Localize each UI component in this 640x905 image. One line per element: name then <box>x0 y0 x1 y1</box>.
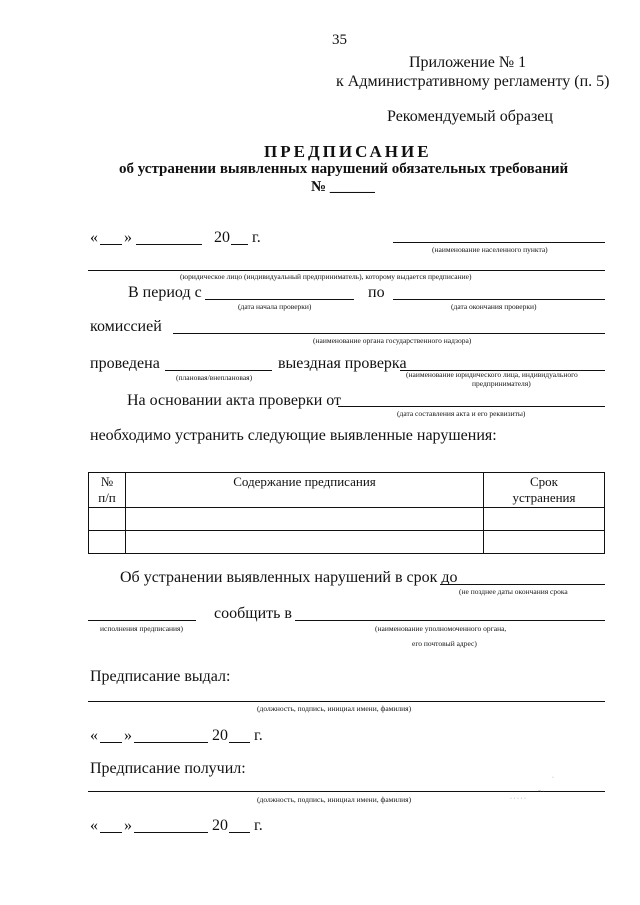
received-month-line <box>134 832 208 833</box>
issued-year-prefix: 20 <box>212 727 228 744</box>
year-prefix: 20 <box>214 229 230 246</box>
year-blank-line <box>231 244 248 245</box>
col-term-header <box>484 473 605 508</box>
received-year-line <box>229 832 250 833</box>
planned-caption: (плановая/внеплановая) <box>176 373 253 382</box>
deadline-label: Об устранении выявленных нарушений в срок до <box>120 569 458 586</box>
received-date-open-quote: « <box>90 817 98 834</box>
organ-caption-2: его почтовый адрес) <box>412 639 477 648</box>
document-subtitle: об устранении выявленных нарушений обязательных требований <box>119 161 569 177</box>
page-number: 35 <box>332 32 347 48</box>
deadline-cont-line <box>88 620 196 621</box>
basis-line <box>338 406 605 407</box>
table-cell <box>89 531 126 554</box>
issued-date-close-quote: » <box>124 727 132 744</box>
date-close-quote: » <box>124 229 132 246</box>
issued-caption: (должность, подпись, инициал имени, фамилия) <box>257 704 412 713</box>
table-cell <box>126 531 484 554</box>
prescription-table <box>88 472 605 554</box>
organ-line <box>295 620 605 621</box>
received-label: Предписание получил: <box>90 760 246 777</box>
period-to-label: по <box>368 284 385 301</box>
col-term-header-line-1: Срок <box>530 474 558 489</box>
issued-date-open-quote: « <box>90 727 98 744</box>
table-header-row <box>89 473 605 508</box>
inspection-label: проведена <box>90 355 160 372</box>
date-open-quote: « <box>90 229 98 246</box>
deadline-caption-2: исполнения предписания) <box>100 624 184 633</box>
deadline-line <box>440 584 605 585</box>
table-cell <box>484 531 605 554</box>
received-day-line <box>100 832 122 833</box>
settlement-caption: (наименование населенного пункта) <box>432 245 548 254</box>
issued-month-line <box>134 742 208 743</box>
regulation-label: к Административному регламенту (п. 5) <box>336 73 610 90</box>
scan-speckle: ~ · <box>538 789 545 795</box>
table-cell <box>89 508 126 531</box>
appendix-label: Приложение № 1 <box>409 54 527 71</box>
violations-intro: необходимо устранить следующие выявленные нарушения: <box>90 427 497 444</box>
organ-caption: (наименование уполномоченного органа, <box>375 624 507 633</box>
entity-caption: (юридическое лицо (индивидуальный предприниматель), которому выдается предписание) <box>180 272 472 281</box>
period-start-caption: (дата начала проверки) <box>238 302 312 311</box>
entity-line <box>88 270 605 271</box>
received-line <box>88 791 605 792</box>
issued-year-suffix: г. <box>254 727 263 744</box>
year-suffix: г. <box>252 229 261 246</box>
issued-day-line <box>100 742 122 743</box>
deadline-caption: (не позднее даты окончания срока <box>459 587 568 596</box>
col-number-header-line-2: п/п <box>98 490 116 505</box>
document-number: № ______ <box>311 179 375 195</box>
received-year-suffix: г. <box>254 817 263 834</box>
issued-label: Предписание выдал: <box>90 668 231 685</box>
col-term-header-line-2: устранения <box>512 490 576 505</box>
period-start-line <box>205 299 354 300</box>
scan-speckle: · · · · · <box>510 796 526 802</box>
table-row <box>89 531 605 554</box>
col-number-header-line-1: № <box>100 474 114 489</box>
commission-line <box>173 333 605 334</box>
table-row <box>89 508 605 531</box>
col-content-header: Содержание предписания <box>126 473 484 508</box>
commission-label: комиссией <box>90 318 162 335</box>
received-date-close-quote: » <box>124 817 132 834</box>
table-cell <box>484 508 605 531</box>
basis-label: На основании акта проверки от <box>127 392 342 409</box>
period-label: В период с <box>128 284 202 301</box>
inspection-type-line <box>165 370 272 371</box>
period-end-caption: (дата окончания проверки) <box>451 302 537 311</box>
period-end-line <box>393 299 605 300</box>
month-blank-line <box>136 244 202 245</box>
col-number-header <box>89 473 126 508</box>
issued-line <box>88 701 605 702</box>
received-caption: (должность, подпись, инициал имени, фамилия) <box>257 795 412 804</box>
sample-label: Рекомендуемый образец <box>387 108 553 125</box>
report-to-label: сообщить в <box>214 605 292 622</box>
table-cell <box>126 508 484 531</box>
issued-year-line <box>229 742 250 743</box>
inspected-entity-caption-1: (наименование юридического лица, индивидуального <box>406 370 578 379</box>
commission-caption: (наименование органа государственного надзора) <box>313 336 472 345</box>
day-blank-line <box>100 244 122 245</box>
received-year-prefix: 20 <box>212 817 228 834</box>
basis-caption: (дата составления акта и его реквизиты) <box>397 409 526 418</box>
document-title: ПРЕДПИСАНИЕ <box>264 142 432 161</box>
scan-speckle: · <box>552 775 554 781</box>
settlement-line <box>393 242 605 243</box>
inspection-type-label: выездная проверка <box>278 355 407 372</box>
inspected-entity-caption-2: предпринимателя) <box>472 379 531 388</box>
